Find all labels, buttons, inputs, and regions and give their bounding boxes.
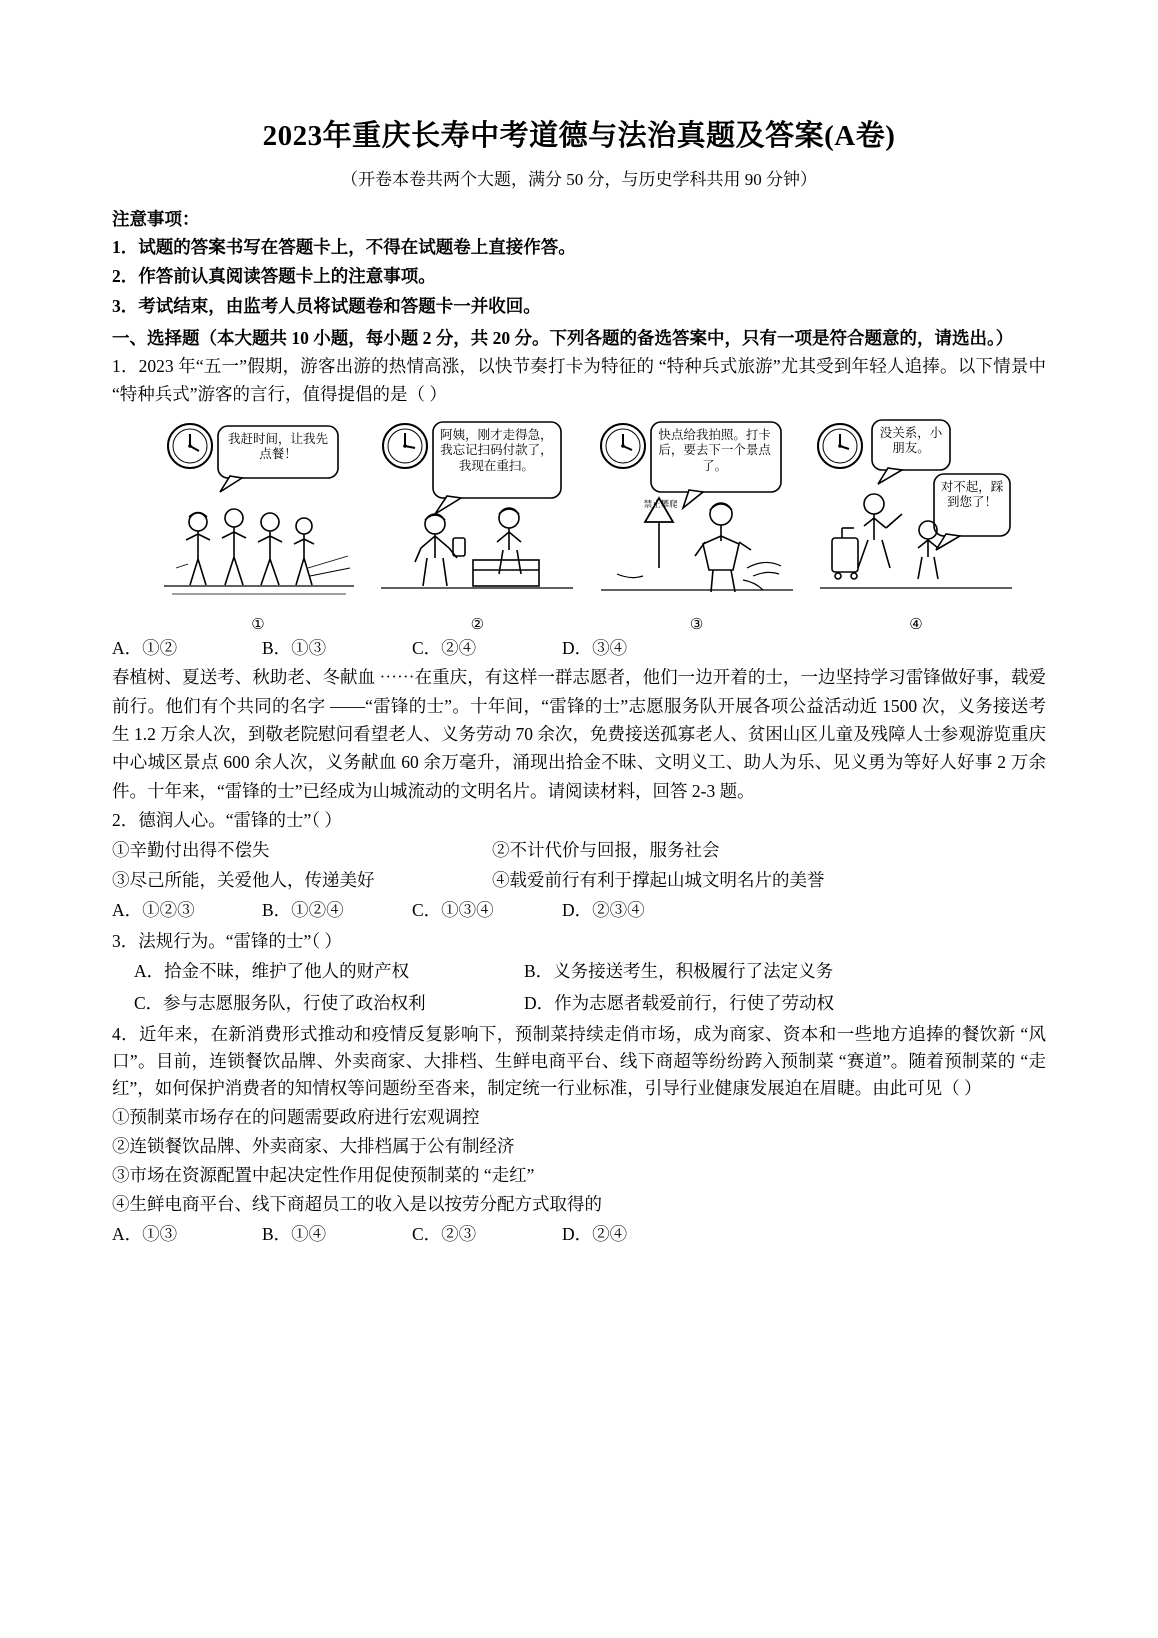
question-2-options [112, 896, 1046, 926]
question-1-comic-strip [112, 418, 1046, 633]
notice-item-2: 2．作答前认真阅读答题卡上的注意事项。 [112, 266, 436, 287]
comic-panel-3-bubble-text: 快点给我拍照。打卡后，要去下一个景点了。 [658, 427, 771, 473]
question-1-option-c[interactable]: C．②④ [412, 637, 477, 658]
question-2-stem: 2．德润人心。“雷锋的士”（ ） [112, 810, 342, 831]
page-title: 2023年重庆长寿中考道德与法治真题及答案(A卷) [262, 120, 896, 152]
question-1-stem: 1．2023 年“五一”假期，游客出游的热情高涨，以快节奏打卡为特征的 “特种兵式旅游”尤其受到年轻人追捧。以下情景中 “特种兵式”游客的言行，值得提倡的是（ ） [112, 356, 1046, 404]
material-paragraph-q2-q3: 春植树、夏送考、秋助老、冬献血 ⋯⋯在重庆，有这样一群志愿者，他们一边开着的士，一边坚持学习雷锋做好事，载爱前行。他们有个共同的名字 ——“雷锋的士”。十年间，“雷锋的士”志愿服务队开展各项公益活动近 1500 次，义务接送考生 1.2 万余人次，到敬老院慰问看望老人、义务劳动 70 余次，免费接送孤寡老人、贫困山区儿童及残障人士参观游览重庆中心城区景点 600 余人次，义务献血 60 余万毫升，涌现出拾金不昧、文明义工、助人为乐、见义勇为等好人好事 2 万余件。十年来，“雷锋的士”已经成为山城流动的文明名片。请阅读材料，回答 2-3 题。 [112, 667, 1046, 801]
question-4-statement-4: ④生鲜电商平台、线下商超员工的收入是以按劳分配方式取得的 [112, 1194, 602, 1215]
page-subtitle: （开卷本卷共两个大题，满分 50 分，与历史学科共用 90 分钟） [341, 170, 817, 190]
question-3-options-row-1 [112, 957, 1046, 987]
comic-panel-4 [816, 418, 1016, 633]
question-3-option-c[interactable]: C．参与志愿服务队，行使了政治权利 [134, 992, 426, 1013]
comic-panel-2-number: ② [470, 616, 485, 633]
question-4-option-a[interactable]: A．①③ [112, 1224, 178, 1245]
question-2-statements-row-1 [112, 836, 1046, 864]
question-1-option-d[interactable]: D．③④ [562, 637, 628, 658]
comic-panel-4-number: ④ [909, 616, 923, 633]
notice-item-1: 1．试题的答案书写在答题卡上，不得在试题卷上直接作答。 [112, 237, 576, 258]
section-one-heading: 一、选择题（本大题共 10 小题，每小题 2 分，共 20 分。下列各题的备选答案中，只有一项是符合题意的，请选出。） [112, 328, 1014, 349]
question-4-statement-2: ②连锁餐饮品牌、外卖商家、大排档属于公有制经济 [112, 1136, 515, 1157]
notice-heading: 注意事项： [112, 209, 200, 230]
question-3-options-row-2 [112, 989, 1046, 1019]
comic-panel-2 [377, 418, 577, 633]
comic-panel-4-bubble-text: 没关系，小朋友。 [879, 425, 943, 456]
question-1-option-b[interactable]: B．①③ [262, 637, 327, 658]
question-3-stem: 3．法规行为。“雷锋的士”（ ） [112, 931, 342, 952]
question-2-option-c[interactable]: C．①③④ [412, 900, 494, 921]
notice-item-3: 3．考试结束，由监考人员将试题卷和答题卡一并收回。 [112, 295, 541, 316]
comic-panel-1-number: ① [251, 616, 265, 633]
comic-panel-3-sign-text: 禁止攀爬 [643, 498, 678, 509]
comic-panel-2-bubble-text: 阿姨，刚才走得急，我忘记扫码付款了，我现在重扫。 [440, 427, 553, 473]
question-4-option-b[interactable]: B．①④ [262, 1224, 327, 1245]
question-1-options [112, 634, 1046, 664]
question-2-statement-4: ④载爱前行有利于撑起山城文明名片的美誉 [492, 870, 825, 891]
question-1-option-a[interactable]: A．①② [112, 637, 178, 658]
question-4-option-d[interactable]: D．②④ [562, 1224, 628, 1245]
question-4-stem: 4．近年来，在新消费形式推动和疫情反复影响下，预制菜持续走俏市场，成为商家、资本和一些地方追捧的餐饮新 “风口”。目前，连锁餐饮品牌、外卖商家、大排档、生鲜电商平台、线下商超等纷纷跨入预制菜 “赛道”。随着预制菜的 “走红”，如何保护消费者的知情权等问题纷至沓来，制定统一行业标准，引导行业健康发展迫在眉睫。由此可见（ ） [112, 1023, 1046, 1098]
question-3-option-d[interactable]: D．作为志愿者载爱前行，行使了劳动权 [524, 992, 835, 1013]
comic-panel-3-number: ③ [689, 616, 704, 633]
question-4-options [112, 1220, 1046, 1250]
question-3-option-b[interactable]: B．义务接送考生，积极履行了法定义务 [524, 961, 834, 982]
question-4-option-c[interactable]: C．②③ [412, 1224, 477, 1245]
question-2-statement-3: ③尽己所能，关爱他人，传递美好 [112, 870, 375, 891]
question-2-option-d[interactable]: D．②③④ [562, 900, 645, 921]
question-2-statement-1: ①辛勤付出得不偿失 [112, 840, 270, 861]
comic-panel-4-bubble-text-2: 对不起，踩到您了！ [940, 479, 1004, 510]
question-3-option-a[interactable]: A．拾金不昧，维护了他人的财产权 [134, 961, 410, 982]
comic-panel-1-bubble-text: 我赶时间，让我先点餐！ [227, 431, 328, 462]
question-4-statement-3: ③市场在资源配置中起决定性作用促使预制菜的 “走红” [112, 1165, 535, 1186]
comic-panel-1 [158, 418, 358, 633]
question-2-option-b[interactable]: B．①②④ [262, 900, 344, 921]
question-2-option-a[interactable]: A．①②③ [112, 900, 195, 921]
comic-panel-3 [597, 418, 797, 633]
question-4-statement-1: ①预制菜市场存在的问题需要政府进行宏观调控 [112, 1107, 480, 1128]
question-2-statement-2: ②不计代价与回报，服务社会 [492, 840, 720, 861]
question-2-statements-row-2 [112, 866, 1046, 894]
